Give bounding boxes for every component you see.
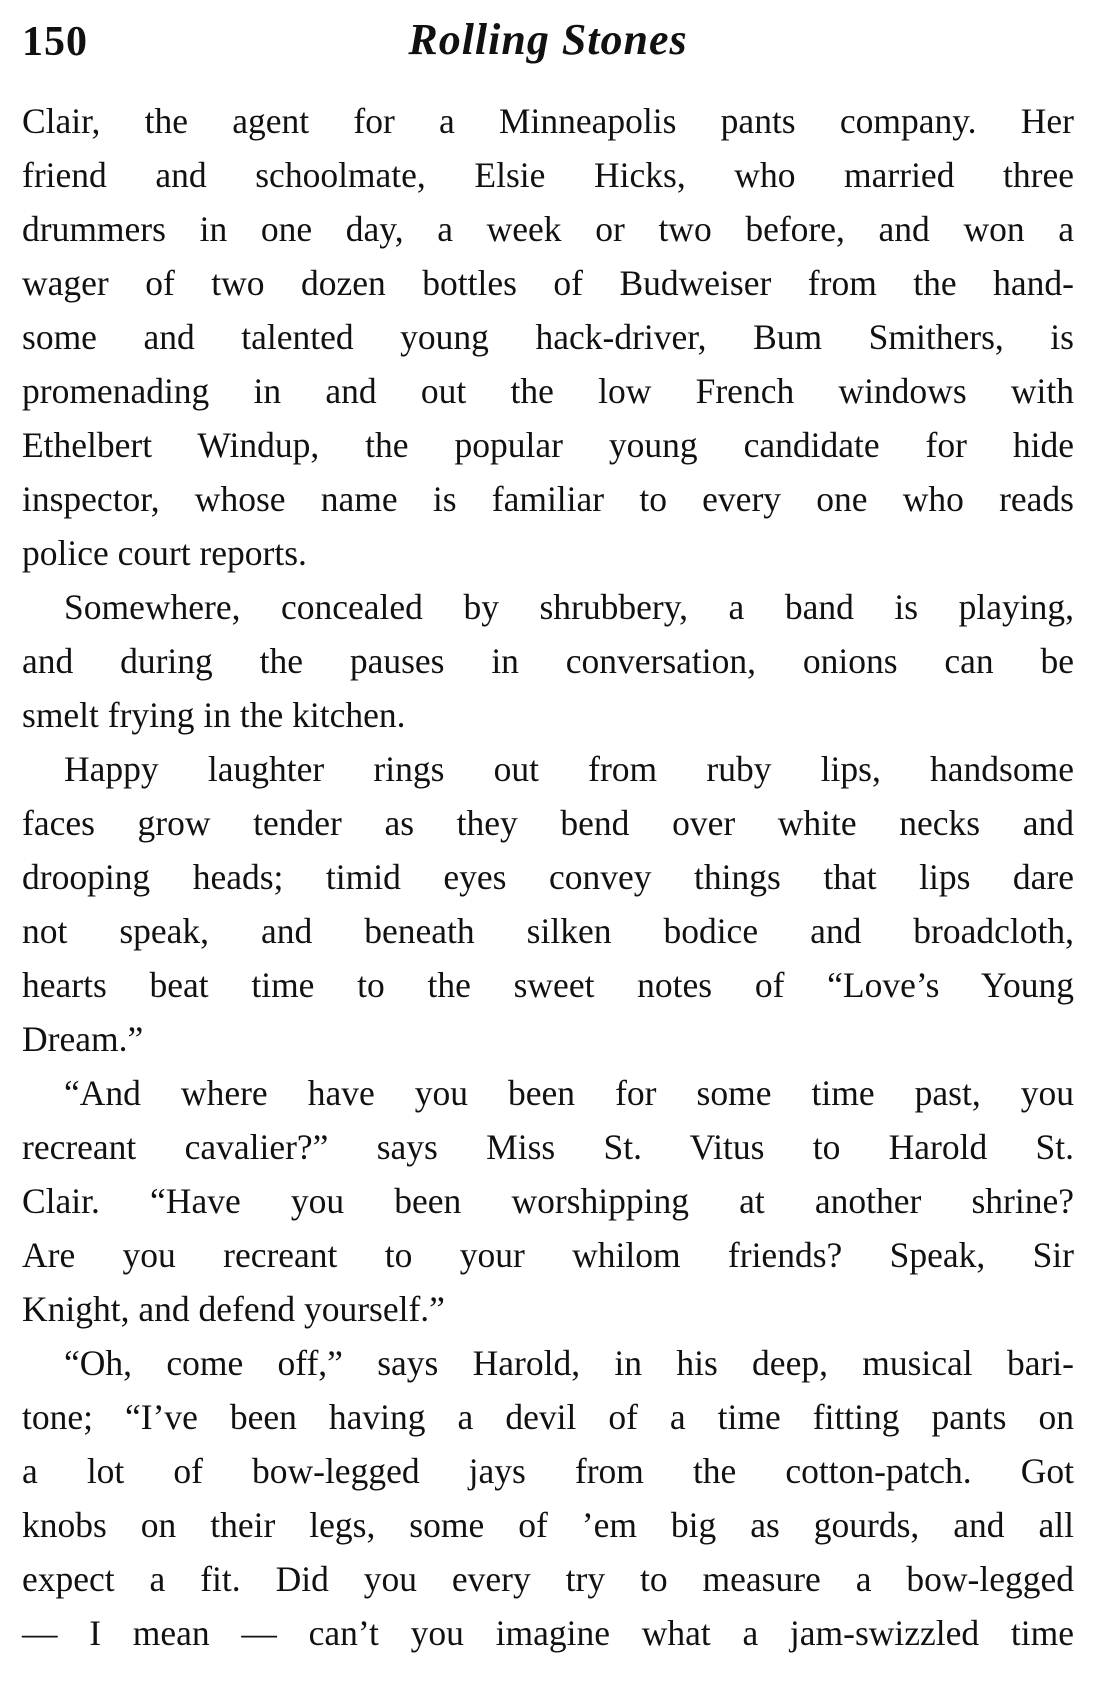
paragraph-5 (22, 1336, 1074, 1660)
text-line: inspector, whose name is familiar to every one who reads (22, 479, 1074, 519)
text-line: — I mean — can’t you imagine what a jam-swizzled time (22, 1613, 1074, 1653)
text-line: recreant cavalier?” says Miss St. Vitus to Harold St. (22, 1127, 1074, 1167)
paragraph-4 (22, 1066, 1074, 1336)
text-line: friend and schoolmate, Elsie Hicks, who married three (22, 155, 1074, 195)
page-number: 150 (22, 19, 88, 65)
text-line: drummers in one day, a week or two before, and won a (22, 209, 1074, 249)
running-head (22, 0, 1074, 94)
text-line: smelt frying in the kitchen. (22, 695, 406, 735)
text-line: “And where have you been for some time past, you (64, 1073, 1074, 1113)
text-line: drooping heads; timid eyes convey things that lips dare (22, 857, 1074, 897)
body-text (22, 94, 1074, 1660)
paragraph-2 (22, 580, 1074, 742)
text-line: Happy laughter rings out from ruby lips, handsome (64, 749, 1074, 789)
text-line: Dream.” (22, 1019, 144, 1059)
text-line: a lot of bow-legged jays from the cotton-patch. Got (22, 1451, 1074, 1491)
book-page (22, 0, 1074, 1689)
text-line: police court reports. (22, 533, 307, 573)
text-line: some and talented young hack-driver, Bum Smithers, is (22, 317, 1074, 357)
text-line: hearts beat time to the sweet notes of “Love’s Young (22, 965, 1074, 1005)
text-line: and during the pauses in conversation, onions can be (22, 641, 1074, 681)
text-line: Somewhere, concealed by shrubbery, a band is playing, (64, 587, 1074, 627)
text-line: Are you recreant to your whilom friends? Speak, Sir (22, 1235, 1074, 1275)
running-title: Rolling Stones (408, 15, 688, 64)
text-line: knobs on their legs, some of ’em big as gourds, and all (22, 1505, 1074, 1545)
text-line: wager of two dozen bottles of Budweiser from the hand- (22, 263, 1074, 303)
text-line: promenading in and out the low French windows with (22, 371, 1074, 411)
text-line: expect a fit. Did you every try to measure a bow-legged (22, 1559, 1074, 1599)
text-line: Clair. “Have you been worshipping at another shrine? (22, 1181, 1074, 1221)
text-line: not speak, and beneath silken bodice and broadcloth, (22, 911, 1074, 951)
paragraph-1 (22, 94, 1074, 580)
text-line: faces grow tender as they bend over white necks and (22, 803, 1074, 843)
text-line: tone; “I’ve been having a devil of a time fitting pants on (22, 1397, 1074, 1437)
text-line: Knight, and defend yourself.” (22, 1289, 445, 1329)
text-line: “Oh, come off,” says Harold, in his deep, musical bari- (64, 1343, 1074, 1383)
text-line: Ethelbert Windup, the popular young candidate for hide (22, 425, 1074, 465)
text-line: Clair, the agent for a Minneapolis pants company. Her (22, 101, 1074, 141)
paragraph-3 (22, 742, 1074, 1066)
